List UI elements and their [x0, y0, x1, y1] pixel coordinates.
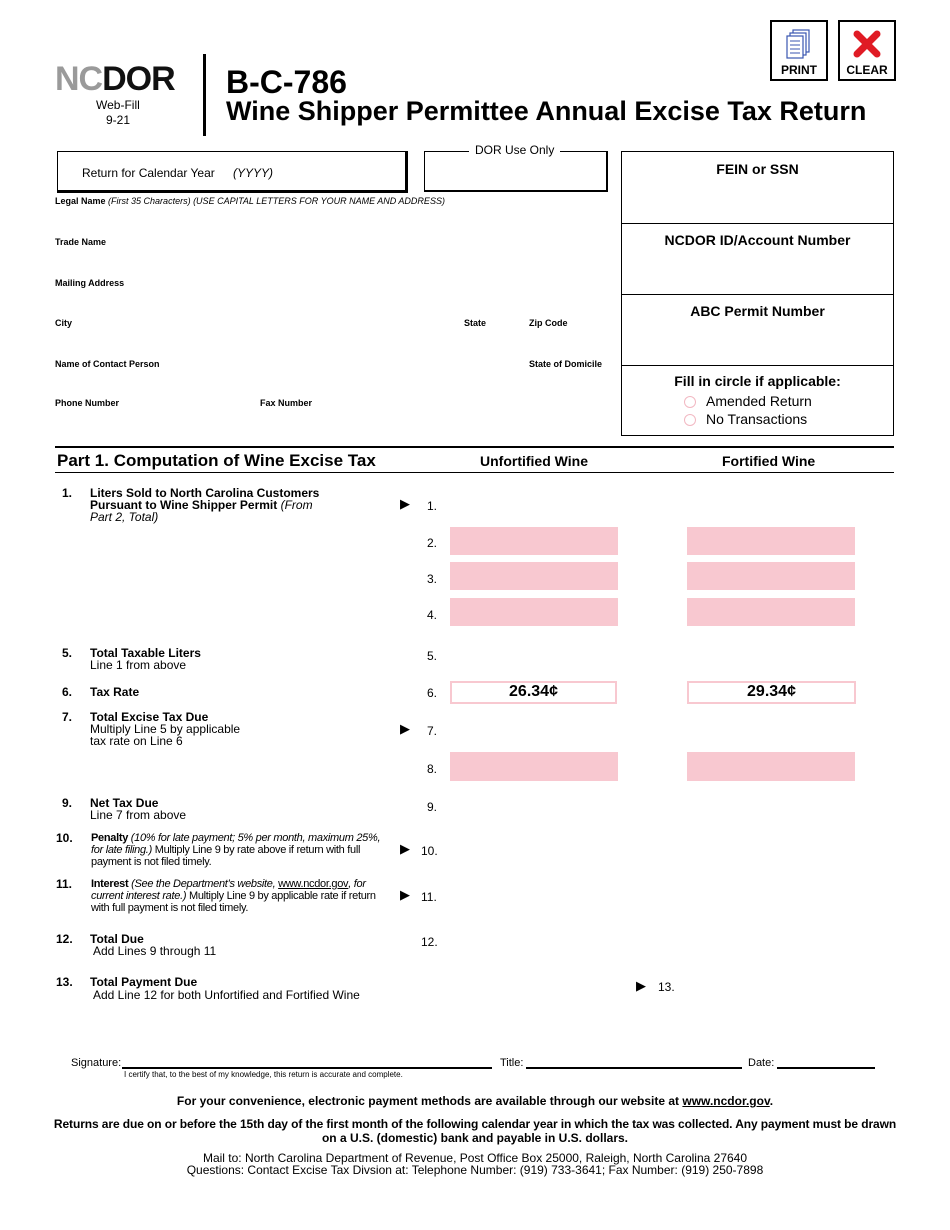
fein-ssn-label: FEIN or SSN	[716, 161, 799, 177]
date-line[interactable]	[777, 1067, 875, 1069]
convenience-text: For your convenience, electronic payment methods are available through our website at	[176, 1094, 680, 1108]
legal-name-row	[55, 196, 445, 206]
line12-ref: 12.	[421, 935, 438, 949]
line9-title: Net Tax Due	[90, 796, 159, 810]
certify-text: I certify that, to the best of my knowledge, this return is accurate and complete.	[124, 1070, 403, 1079]
calendar-year-field[interactable]	[57, 151, 408, 193]
due-line-1: Returns are due on or before the 15th day of the first month of the following calendar year in which the tax was collected. Any payment must be drawn	[53, 1117, 897, 1131]
due-line-2: on a U.S. (domestic) bank and payable in U.S. dollars.	[321, 1131, 629, 1145]
fax-number-label: Fax Number	[260, 398, 313, 408]
line11-ref: 11.	[421, 890, 437, 904]
line12-title: Total Due	[90, 932, 144, 946]
line9-sub: Line 7 from above	[90, 808, 187, 822]
signature-label: Signature:	[71, 1057, 122, 1069]
line13-ref: 13.	[658, 980, 675, 994]
line11-arrow-icon: ▶	[400, 887, 410, 902]
line7-title: Total Excise Tax Due	[90, 710, 209, 724]
line1-ref: 1.	[427, 499, 438, 513]
line5-sub: Line 1 from above	[90, 658, 187, 672]
line4-ref: 4.	[427, 608, 438, 622]
convenience-line	[0, 1094, 950, 1108]
logo-nc: NC	[55, 60, 103, 98]
line2-ref: 2.	[427, 536, 438, 550]
signature-line[interactable]	[122, 1067, 492, 1069]
trade-name-label: Trade Name	[55, 237, 107, 247]
x-mark-icon	[852, 29, 882, 59]
amended-return-radio[interactable]	[684, 396, 696, 408]
mailing-address-label: Mailing Address	[55, 278, 125, 288]
line1-unfortified-input[interactable]	[450, 490, 618, 518]
questions: Questions: Contact Excise Tax Divsion at: Telephone Number: (919) 733-3641; Fax Number: (919) 250-7898	[186, 1163, 764, 1177]
calendar-year-label: Return for Calendar Year	[82, 166, 215, 180]
line13-number: 13.	[56, 975, 73, 989]
line8-ref: 8.	[427, 762, 438, 776]
line6-number: 6.	[62, 685, 73, 699]
line5-ref: 5.	[427, 649, 438, 663]
line11-hint1: (See the Department’s website,	[131, 878, 276, 890]
line6-title: Tax Rate	[90, 685, 140, 699]
no-transactions-radio[interactable]	[684, 414, 696, 426]
line12-number: 12.	[56, 932, 73, 946]
line2-fortified-input[interactable]	[687, 527, 855, 555]
line7-arrow-icon: ▶	[400, 721, 410, 736]
zip-code-label: Zip Code	[529, 318, 568, 328]
line1-fortified-input[interactable]	[687, 490, 855, 518]
line1-arrow-icon: ▶	[400, 496, 410, 511]
part1-title: Part 1. Computation of Wine Excise Tax	[57, 451, 376, 470]
line5-title: Total Taxable Liters	[90, 646, 201, 660]
line1-description	[90, 487, 320, 523]
line7-ref: 7.	[427, 724, 438, 738]
dor-use-only-box	[424, 151, 608, 192]
line9-number: 9.	[62, 796, 73, 810]
clear-label: CLEAR	[846, 63, 888, 77]
abc-permit-label: ABC Permit Number	[690, 303, 825, 319]
legal-name-label: Legal Name	[55, 196, 106, 206]
amended-return-option[interactable]	[684, 393, 812, 409]
line1-hint: (From Part 2, Total)	[90, 498, 313, 524]
line13-title: Total Payment Due	[90, 975, 198, 989]
form-number: B-C-786	[226, 64, 347, 100]
line8-unfortified-input[interactable]	[450, 752, 618, 781]
dor-use-only-label: DOR Use Only	[469, 143, 560, 157]
applicable-box	[621, 365, 894, 436]
mail-to: Mail to: North Carolina Department of Revenue, Post Office Box 25000, Raleigh, North Carolina 27640	[202, 1151, 748, 1165]
clear-button[interactable]	[838, 20, 896, 81]
line7-sub2: tax rate on Line 6	[90, 734, 183, 748]
fill-circle-label: Fill in circle if applicable:	[674, 373, 841, 389]
city-label: City	[55, 318, 73, 328]
line4-fortified-input[interactable]	[687, 598, 855, 626]
abc-permit-box[interactable]	[621, 294, 894, 366]
calendar-year-hint: (YYYY)	[233, 166, 274, 180]
line7-number: 7.	[62, 710, 73, 724]
line10-title: Penalty	[91, 832, 129, 844]
line3-unfortified-input[interactable]	[450, 562, 618, 590]
no-transactions-label: No Transactions	[706, 411, 808, 427]
line7-sub1: Multiply Line 5 by applicable	[90, 722, 241, 736]
line11-rest: Multiply Line 9 by applicable rate if return with full payment is not filed timely.	[91, 890, 376, 914]
ncdor-id-box[interactable]	[621, 223, 894, 295]
fein-ssn-box[interactable]	[621, 151, 894, 224]
unfortified-column-header: Unfortified Wine	[480, 453, 588, 469]
line10-hint: (10% for late payment; 5% per month, maximum 25%, for late filing.)	[91, 832, 381, 856]
amended-return-label: Amended Return	[706, 393, 812, 409]
header-divider	[203, 54, 206, 136]
title-label: Title:	[500, 1057, 524, 1069]
part1-top-rule	[55, 446, 894, 448]
line10-ref: 10.	[421, 844, 438, 858]
ncdor-id-label: NCDOR ID/Account Number	[664, 232, 851, 248]
line2-unfortified-input[interactable]	[450, 527, 618, 555]
no-transactions-option[interactable]	[684, 411, 807, 427]
form-title: Wine Shipper Permittee Annual Excise Tax Return	[226, 96, 867, 126]
agency-logo	[55, 62, 175, 96]
line6-ref: 6.	[427, 686, 438, 700]
part1-bottom-rule	[55, 472, 894, 473]
line1-title: Liters Sold to North Carolina Customers Pursuant to Wine Shipper Permit	[90, 486, 320, 512]
print-label: PRINT	[781, 63, 817, 77]
line11-link[interactable]: www.ncdor.gov	[278, 878, 349, 890]
line10-rest: Multiply Line 9 by rate above if return with full payment is not filed timely.	[91, 844, 361, 868]
line3-fortified-input[interactable]	[687, 562, 855, 590]
line11-hint2: , for current interest rate.)	[91, 878, 366, 902]
website-link[interactable]: www.ncdor.gov	[682, 1094, 770, 1108]
unfortified-tax-rate: 26.34¢	[450, 681, 617, 704]
line9-ref: 9.	[427, 800, 438, 814]
convenience-period: .	[769, 1094, 774, 1108]
line13-sub: Add Line 12 for both Unfortified and Fortified Wine	[93, 988, 360, 1002]
logo-dor: DOR	[102, 60, 175, 98]
line13-arrow-icon: ▶	[636, 978, 646, 993]
print-button[interactable]	[770, 20, 828, 81]
fortified-column-header: Fortified Wine	[722, 453, 816, 469]
phone-number-label: Phone Number	[55, 398, 120, 408]
line10-arrow-icon: ▶	[400, 841, 410, 856]
printer-document-icon	[784, 28, 814, 62]
fortified-tax-rate: 29.34¢	[687, 681, 856, 704]
line10-number: 10.	[56, 831, 73, 845]
date-label: Date:	[748, 1057, 775, 1069]
version-label: 9-21	[106, 113, 131, 127]
web-fill-label: Web-Fill	[96, 98, 140, 112]
legal-name-hint: (First 35 Characters) (USE CAPITAL LETTERS FOR YOUR NAME AND ADDRESS)	[108, 196, 445, 206]
line10-description	[91, 832, 381, 868]
line11-title: Interest	[91, 878, 129, 890]
line11-number: 11.	[56, 877, 73, 891]
line3-ref: 3.	[427, 572, 438, 586]
contact-person-label: Name of Contact Person	[55, 359, 160, 369]
title-line[interactable]	[526, 1067, 742, 1069]
state-of-domicile-label: State of Domicile	[529, 359, 603, 369]
line8-fortified-input[interactable]	[687, 752, 855, 781]
line1-number: 1.	[62, 486, 73, 500]
line4-unfortified-input[interactable]	[450, 598, 618, 626]
line5-number: 5.	[62, 646, 73, 660]
state-label: State	[464, 318, 487, 328]
line11-description	[91, 878, 381, 914]
line12-sub: Add Lines 9 through 11	[93, 944, 217, 958]
